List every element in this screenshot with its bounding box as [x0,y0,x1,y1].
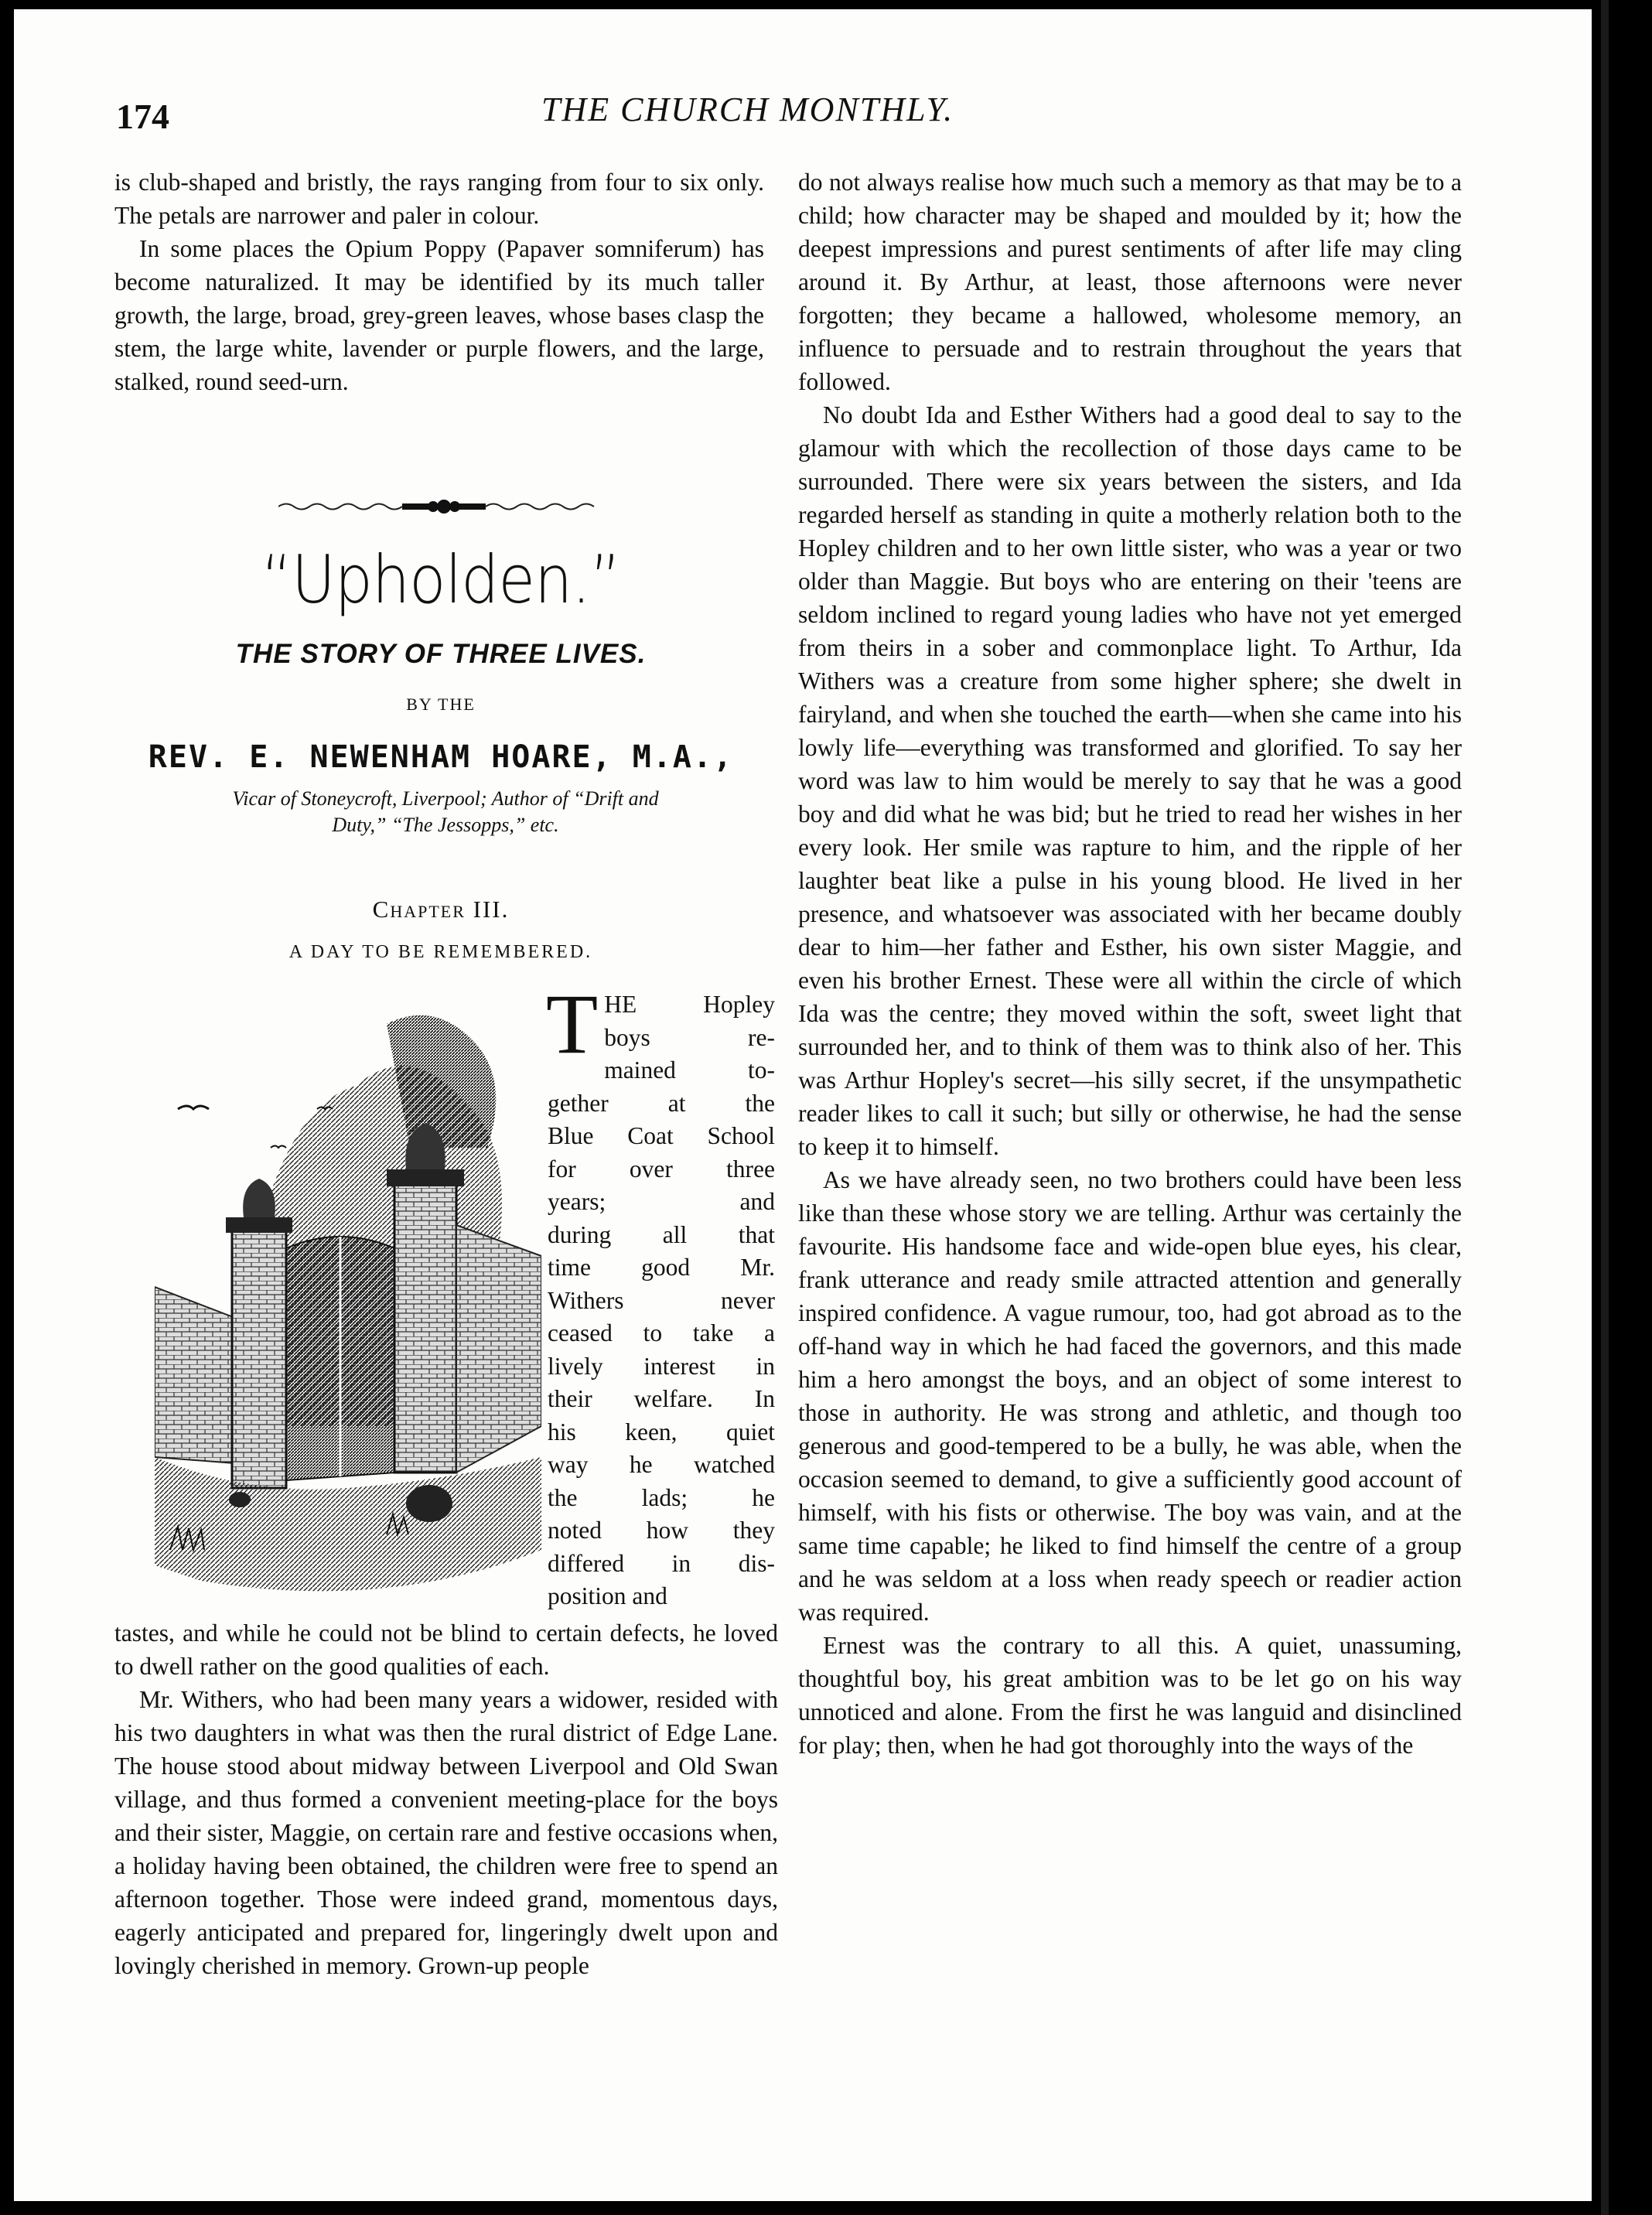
paragraph: is club-shaped and bristly, the rays ranging from four to six only. The petals are narrower and paler in colour. [114,169,764,229]
drop-cap: T [546,977,599,1071]
paragraph: No doubt Ida and Esther Withers had a good deal to say to the glamour with which the recollection of those days came to be surrounded. There were six years between the sisters, and Ida regarded herself as standing in quite a motherly relation both to the Hopley children and to her own little sister, who was a year or two older than Maggie. But boys who are entering on their 'teens are seldom inclined to regard young ladies who have not yet emerged from theirs in a sober and commonplace light. To Arthur, Ida Withers was a creature from some higher sphere; she dwelt in fairyland, and when she touched the earth—when she came into his lowly life—everything was transformed and glorified. To say her word was law to him would be merely to say that he was a good boy and did what he was bid; but he tried to read her wishes in her every look. Her smile was rapture to him, and the ripple of her laughter beat like a pulse in his young blood. He lived in her presence, and whatsoever was associated with her became doubly dear to him—her father and Esther, his own sister Maggie, and even his brother Ernest. These were all within the circle of which Ida was the centre; they moved within the soft, sweet light that surrounded her, and to think of them was to think also of her. This was Arthur Hopley's secret—his silly secret, if the unsympathetic reader likes to call it such; but silly or otherwise, he had the sense to keep it to himself. [798,401,1462,1160]
text-line: HE Hopley [604,991,775,1018]
text-line: boys re- [604,1023,775,1051]
paragraph: Mr. Withers, who had been many years a widower, resided with his two daughters in what was then the rural district of Edge Lane. The house stood about midway between Liverpool and Old Swan village, and thus formed a convenient meeting-place for the boys and their sister, Maggie, on certain rare and festive occasions when, a holiday having been obtained, the children were free to spend an afternoon together. Those were indeed grand, momentous days, eagerly anticipated and prepared for, lingeringly dwelt upon and lovingly cherished in memory. Grown-up people [114,1686,778,1979]
section-divider-ornament [278,495,603,518]
text-line: years; and [548,1188,775,1215]
text-line: the lads; he [548,1483,775,1511]
text-line: mained to- [604,1056,775,1084]
paragraph: tastes, and while he could not be blind to certain defects, he loved to dwell rather on the good qualities of each. [114,1619,778,1680]
text-line: differed in dis- [548,1549,775,1577]
left-column-top [114,166,764,398]
text-line: for over three [548,1155,775,1183]
paragraph: do not always realise how much such a memory as that may be to a child; how character may be shaped and moulded by it; how the deepest impressions and purest sentiments of after life may cling around it. By Arthur, at least, those afternoons were never forgotten; they became a hallowed, wholesome memory, an influence to persuade and to restrain throughout the years that followed. [798,169,1462,395]
byline-label: BY THE [406,695,476,714]
drop-cap-paragraph [546,977,775,1613]
text-line: Blue Coat School [548,1122,775,1149]
author-name: REV. E. NEWENHAM HOARE, M.A., [148,739,734,775]
text-line: ceased to take a [548,1319,775,1346]
text-line: lively interest in [548,1352,775,1380]
text-line: position and [548,1582,667,1609]
author-description: Vicar of Stoneycroft, Liverpool; Author of “Drift and Duty,” “The Jessopps,” etc. [232,787,659,836]
text-line: time good Mr. [548,1254,775,1281]
chapter-title: A DAY TO BE REMEMBERED. [288,942,593,962]
text-line: during all that [548,1220,775,1248]
paragraph: In some places the Opium Poppy (Papaver somniferum) has become naturalized. It may be identified by its much taller growth, the large, broad, grey-green leaves, whose bases clasp the stem, the large white, lavender or purple flowers, and the large, stalked, round seed-urn. [114,235,764,395]
running-title: THE CHURCH MONTHLY. [541,90,954,128]
text-line: way he watched [548,1451,775,1478]
right-column [798,166,1462,1762]
text-line: Withers never [548,1286,775,1314]
page-number: 174 [116,97,169,136]
text-line: their welfare. In [548,1385,775,1412]
story-subtitle: THE STORY OF THREE LIVES. [235,639,647,669]
text-line: his keen, quiet [548,1418,775,1445]
text-line: noted how they [548,1517,775,1544]
left-column-bottom [114,1616,778,1982]
paragraph: As we have already seen, no two brothers could have been less like than these whose story we are telling. Arthur was certainly the favourite. His handsome face and wide-open blue eyes, his clear, frank utterance and ready smile attracted attention and generally inspired confidence. A vague rumour, too, had got abroad as to the off-hand way in which he had faced the governors, and this made him a hero amongst the boys, and an object of some interest to those in authority. He was strong and athletic, and though too generous and good-tempered to be a bully, he was able, when the occasion seemed to demand, to give a sufficiently good account of himself, with his fists or otherwise. The boy was vain, and at the same time capable; he liked to find himself the centre of a group and he was seldom at a loss when ready speech or readier action was required. [798,1166,1462,1626]
paragraph: Ernest was the contrary to all this. A quiet, unassuming, thoughtful boy, his great ambition was to be let go on his way unnoticed and alone. From the first he was languid and disinclined for play; then, when he had got thoroughly into the ways of the [798,1632,1462,1759]
chapter-heading: Chapter III. [372,896,510,923]
scan-border [1592,0,1652,2215]
story-title: “Upholden.” [261,541,621,619]
text-line: gether at the [548,1089,775,1117]
gateway-engraving-icon [155,993,541,1612]
